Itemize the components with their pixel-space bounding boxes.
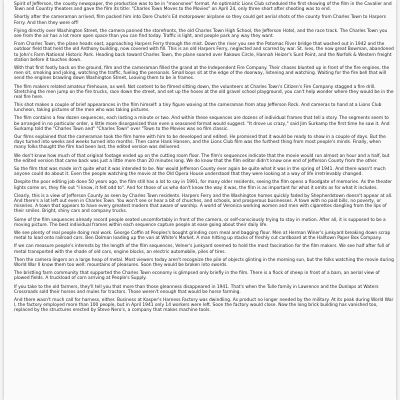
article-paragraph: Some of the film sequences already record people seated uncomfortably in front of the camera, or self-consciously trying to stay in motion. After all, it is supposed to be a moving picture. The best individual frames within each sequence capture people at ease going about their daily life. (14, 217, 386, 228)
article-paragraph: Spirit of Jefferson, the county newspaper, the production was to be in "moonsnee" format. An optimistic Lions Club scheduled the first showing of the film in the Cavalier and Town and Country theaters and gave the film its title: "Charles Town Moves to the Movies" on April 24, only three short after shooting was to end. (14, 2, 392, 13)
article-paragraph: With that first footly back on the ground, film and the cameraman filled the grand at the Independent Fire Company. Their chases blunted up in front of the fire engines, the men sit, smoking and joking, watching the traffic, fueling the personals. Small boys sit at the edge of the doorway, listening and watching. Waiting for the fire bell that will send the engines brawling down Washington Street, Leaving them to be in frames. (14, 65, 390, 82)
article-paragraph: The film makers related amateur firehouse, as well. Not content to be filmed sitting down, the volunteers at Charles Town's Citizen's Fire Company stagged a fire drill. Stretching the men jump on the fire trucks, race down the street, and set up the hoses at the old gravel school playground, you can't help wonder where they would be in the real fire here. (14, 84, 394, 100)
article-paragraph: Our films explained that the cameraman took the film home with him to be developed and edited. He promised that it would be ready to show in a couple of days. But the days turned into weeks and weeks turned into months. Then came Hank Hansen, and the Lions Club film was the furthest thing from most people's minds. Finally, when many folks thought the film had been lost, the edited version was delivered. (14, 135, 386, 151)
article-paragraph: From Charles Town, the plane heads east, approaching Harpers Ferry through the mist. Down the river you see the Potomac River bridge that washed out in 1942 and the outdoor field that held the old Anthony building, now covered with fill. This is an old Harpers Ferry, neglected and scarred by war. St. Ives, the now great Bowman, abandoned to John's Farm National Historic Park. Heading back toward Charles Town, the plane soared over Rakows Circle, Hannah Heizer's Sunt Point, and the Norfolk & Western freight station before it touches down. (14, 42, 394, 63)
article-paragraph: We see plenty of real people doing real work. George Coffin at Peoples's bought grinding corn meal and bagging flour. Men at Herman Winer's junkyard breaking down scrap metal to load onto railroad cars. Ben Dolman loading up the van at White's Market. A man hitting up stacks of freshly cut cardboard at the Halltown Paper Box Company. (14, 230, 391, 242)
article-paragraph: Clearly, this is a view of Jefferson County as seen by Charles Town residents. Harpers Ferry and the Washington homes quickly faded by Shepherdstown doesn't appear at all. And there's a lot left out even in Charles Town. You won't see or hear a bit of churches, and schools, and prosperous businesses. A town with no paid bills, no poverty, or miseries. A town that appears to have every greatest modern that aware of worship. A world of Veronica working women and men with cigarettes dangling from the lips of their smiles. Bright, shiny cars and company trucks. (14, 193, 393, 215)
article-paragraph: Then the camera lingers on a large heap of metal. Most viewers today aren't recognize the pile of objects glinting in the morning sun, but the folks watching the movie during World War II know them too well: mountains of pleasures. Soon they would be broken into swords. (14, 257, 394, 268)
document-sheet (4, 0, 396, 400)
article-paragraph: If you take to the old farmers, they'll tell you that more than those gleanness disappeared in 1941. That's when the Tulle family in Lawrence and the Dunlaps at Waters Crossroads sold their horses and mules for tractors. Those weren't enough that would be horse farming. (14, 284, 379, 295)
article-paragraph: Flying directly over Washington Street, the camera panned the storefronts, the old Charles Town High School, the Jefferson Hotel, and the race track. The Charles Town you see from the air has a lot more open space than you can find today. Traffic is light, and people park any way they want. (14, 28, 388, 39)
article-paragraph: This shot makes a couple of brief appearances in the film himself: a tiny figure waving at the cameraman from atop Jefferson Rock. And cameras to hand at a Lions Club luncheon, taking pictures of the men who was taking pictures. (14, 103, 382, 114)
article-paragraph: Shortly after the cameraman arrived, film packed him into Dore Chute's Ed motorpower airplane so they could get aerial shots of the county from Charles Town to Harpers Ferry. And then they were off! (14, 15, 387, 26)
article-paragraph: The film contains a few dozen sequences, each lasting a minute or two. And within these sequences are dozens of individual frames that tell a story. The segments seem to be arranged in no particular order, a little more disorganized than even a seasoned format would suggest. "It drove us crazy," said Jim Surkamp the first time he saw it. And Surkamp told the "Charles Town and" "Charles Town" over "Town to the Movies was no film classic. (14, 116, 390, 132)
article-paragraph: We don't know how much of that original footage ended up on the cutting room floor. The film's sequences indicate that the movie would run almost an hour and a half, but the edited version that came back was just a little more than 20 minutes long. We do know that the film editor didn't know one end of Jefferson County from the other. (14, 153, 390, 164)
article-paragraph: Despite the poor editing job done 50 years ago, the film still has a lot to say in 1991, for many older residents, seeing the film opens a floodgate of memories. As the theater lights come on, they file out "I know, it felt odd to". And for those of us who don't know the way it was, the film is as important for what it omits as for what it includes. (14, 180, 392, 191)
article-paragraph: If we can measure people's interests by the length of the film sequences, Velner's junkyard seemed to hold the most fascination for the film makers. We see half after full of metal transported with the shade of old cars, engine blocks, an electric automobile, piles of tires. (14, 244, 390, 255)
article-paragraph: The bristling farm community that supported the Charles Town economy is glimpsed only briefly in the film. There is a flock of sheep in front of a barn, an aerial view of plowed fields. A truckload of corn arriving at People's Supply. (14, 271, 380, 282)
article-paragraph: So the film that was made isn't quite what it was intended to be. Nor would Jefferson County ever again be quite what it was in the spring of 1941. And there wasn't much anyone could do about it. Even the people watching the movie at the Old Opera House understood that they were looking at a way of life irretrievably changed. (14, 167, 386, 178)
article-paragraph: And there wasn't much call for harness, either. Business at Kasper's Harness Factory was dwindling. As product no longer needed by the military. At its peak during World War I, the factory employed more than 100 people, but in April 1941 only 14 workers were left. Soon the factory would close. Now the long brick building has vanished too, replaced by the structures erected by Steve Nero's, a company that makes machine tools. (14, 297, 394, 314)
article-body (14, 2, 394, 317)
